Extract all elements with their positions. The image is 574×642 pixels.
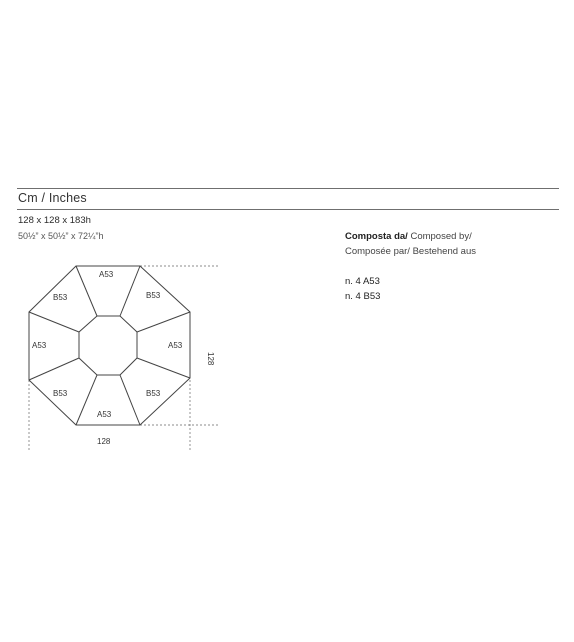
units-heading: Cm / Inches <box>18 191 87 205</box>
outer-octagon-outline <box>29 266 190 425</box>
width-dimension-label: 128 <box>97 437 111 446</box>
seam-1 <box>76 266 97 316</box>
seam-3 <box>137 312 190 332</box>
composition-item-a53: n. 4 A53 <box>345 276 380 287</box>
piece-label-bottom-right: B53 <box>146 389 161 398</box>
composition-label-en: Composed by/ <box>407 231 472 242</box>
piece-label-top-left: B53 <box>53 293 68 302</box>
composition-label-bold: Composta da/ <box>345 231 408 242</box>
composition-label-fr-de: Composée par/ Bestehend aus <box>345 246 476 257</box>
depth-dimension-label: 128 <box>206 352 215 366</box>
piece-label-left: A53 <box>32 341 47 350</box>
inner-octagon-outline <box>79 316 137 375</box>
seam-5 <box>120 375 140 425</box>
composition-item-b53: n. 4 B53 <box>345 291 381 302</box>
piece-label-bottom-left: B53 <box>53 389 68 398</box>
seam-7 <box>29 358 79 380</box>
seam-2 <box>120 266 140 316</box>
seam-6 <box>76 375 97 425</box>
piece-label-bottom: A53 <box>97 410 112 419</box>
piece-label-top: A53 <box>99 270 114 279</box>
seam-8 <box>29 312 79 332</box>
piece-label-top-right: B53 <box>146 291 161 300</box>
dimensions-imperial: 50½” x 50½” x 72¼”h <box>18 231 104 241</box>
dimensions-metric: 128 x 128 x 183h <box>18 215 91 226</box>
piece-label-right: A53 <box>168 341 183 350</box>
seam-4 <box>137 358 190 378</box>
